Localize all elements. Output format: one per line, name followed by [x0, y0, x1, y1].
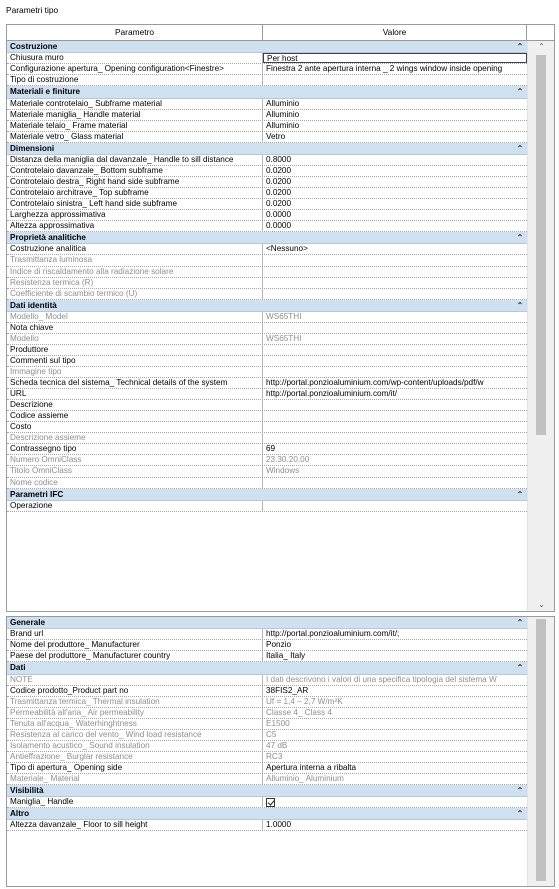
property-value [263, 255, 527, 265]
group-header-dati-identita[interactable] [7, 300, 527, 312]
property-row[interactable] [7, 797, 527, 808]
property-row[interactable] [7, 64, 527, 75]
panel-title: Parametri tipo [6, 5, 59, 15]
property-name: Trasmittanza termica_ Thermal insulation [7, 697, 263, 707]
property-name: Codice prodotto_Product part no [7, 686, 263, 696]
property-value[interactable]: 0.0200 [266, 176, 292, 186]
group-title: Visibilità [10, 785, 44, 795]
property-name: Configurazione apertura_ Opening configuration<Finestre> [7, 64, 263, 74]
property-value[interactable] [263, 501, 527, 511]
property-value: WS65THI [266, 333, 302, 343]
collapse-chevron-icon[interactable]: ⌃ [516, 42, 524, 51]
property-value[interactable]: Per host [263, 53, 527, 63]
property-name: Tipo di apertura_ Opening side [7, 763, 263, 773]
property-value: Alluminio_ Aluminium [266, 773, 344, 783]
property-row[interactable] [7, 255, 527, 266]
property-value[interactable] [263, 356, 527, 366]
bottom-scrollbar-thumb[interactable] [536, 619, 546, 881]
group-title: Costruzione [10, 42, 58, 51]
property-name: Brand url [7, 629, 263, 639]
property-value [263, 478, 527, 488]
property-value [263, 278, 527, 288]
property-value: C5 [266, 729, 277, 739]
collapse-chevron-icon[interactable]: ⌃ [516, 300, 524, 310]
property-row[interactable] [7, 651, 527, 662]
property-value [263, 267, 527, 277]
property-name: Commenti sul tipo [7, 356, 263, 366]
property-name: Descrizione [7, 400, 263, 410]
property-value [263, 433, 527, 443]
property-name: Codice assieme [7, 411, 263, 421]
property-name: Descrizione assieme [7, 433, 263, 443]
top-rows-container [7, 41, 527, 512]
property-name: Permeabilità all'aria_ Air permeability [7, 708, 263, 718]
property-name: Modello_ Model [7, 312, 263, 322]
property-value: 47 dB [266, 740, 288, 750]
property-row[interactable] [7, 334, 527, 345]
group-header-dimensioni[interactable] [7, 143, 527, 155]
property-row[interactable] [7, 278, 527, 289]
property-value[interactable]: 0.0200 [266, 188, 292, 198]
group-header-generale[interactable] [7, 617, 527, 629]
property-value[interactable]: 69 [266, 444, 276, 454]
property-name: Distanza della maniglia dal davanzale_ Handle to sill distance [7, 155, 263, 165]
property-name: Trasmittanza luminosa [7, 255, 263, 265]
property-row[interactable] [7, 312, 527, 323]
property-value[interactable] [263, 323, 527, 333]
property-name: Numero OmniClass [7, 455, 263, 465]
property-row[interactable] [7, 455, 527, 466]
property-value[interactable]: 0.0000 [266, 210, 292, 220]
collapse-chevron-icon[interactable]: ⌃ [516, 87, 524, 97]
scrollbar-thumb[interactable] [536, 55, 546, 435]
property-value[interactable]: 0.8000 [266, 154, 292, 164]
property-name: Altezza davanzale_ Floor to sill height [7, 820, 263, 830]
property-value[interactable] [263, 411, 527, 421]
property-name: Costruzione analitica [7, 244, 263, 254]
property-value[interactable]: Alluminio [266, 98, 300, 108]
property-row[interactable] [7, 400, 527, 411]
property-name: Resistenza al carico del vento_ Wind load resistance [7, 730, 263, 740]
property-row[interactable] [7, 719, 527, 730]
property-row[interactable] [7, 444, 527, 455]
property-name: Modello [7, 334, 263, 344]
property-name: Controtelaio destra_ Right hand side subframe [7, 177, 263, 187]
property-row[interactable] [7, 121, 527, 132]
property-name: Nome del produttore_ Manufacturer [7, 640, 263, 650]
property-row[interactable] [7, 75, 527, 86]
property-value[interactable]: 0.0000 [266, 221, 292, 231]
property-value[interactable]: Alluminio [266, 120, 300, 130]
group-title: Altro [10, 809, 30, 819]
property-name: Nota chiave [7, 323, 263, 333]
property-row[interactable] [7, 730, 527, 741]
property-value: Uf = 1,4 – 2,7 W/m²K [266, 696, 343, 706]
header-scroll-spacer [527, 25, 554, 40]
property-value[interactable]: Vetro [266, 131, 286, 141]
property-row[interactable] [7, 466, 527, 477]
property-row[interactable] [7, 708, 527, 719]
property-value[interactable]: http://portal.ponzioaluminium.com/wp-content/uploads/pdf/w [266, 378, 484, 388]
property-row[interactable] [7, 210, 527, 221]
property-name: Antieffrazione_ Burglar resistance [7, 752, 263, 762]
property-row[interactable] [7, 820, 527, 831]
property-name: Tipo di costruzione [7, 75, 263, 85]
property-row[interactable] [7, 244, 527, 255]
property-name: Tenuta all'acqua_ Waterhinghtness [7, 719, 263, 729]
group-header-proprieta-analitiche[interactable] [7, 232, 527, 244]
instance-parameters-grid [6, 616, 555, 887]
property-row[interactable] [7, 640, 527, 651]
property-name: Produttore [7, 345, 263, 355]
property-name: Larghezza approssimativa [7, 210, 263, 220]
property-name: Resistenza termica (R) [7, 278, 263, 288]
property-row[interactable] [7, 166, 527, 177]
group-title: Dati identità [10, 300, 57, 310]
property-row[interactable] [7, 221, 527, 232]
property-value: E1500 [266, 718, 290, 728]
collapse-chevron-icon[interactable]: ⌃ [516, 489, 524, 499]
property-value: 23.30.20.00 [266, 455, 310, 465]
property-name: Materiale telaio_ Frame material [7, 121, 263, 131]
bottom-rows-container [7, 617, 527, 831]
property-value[interactable]: http://portal.ponzioaluminium.com/it/ [266, 389, 398, 399]
group-header-parametri-ifc[interactable] [7, 489, 527, 501]
property-name: Coefficiente di scambio termico (U) [7, 289, 263, 299]
property-name: Materiale maniglia_ Handle material [7, 110, 263, 120]
collapse-chevron-icon[interactable]: ⌃ [516, 809, 524, 819]
property-name: NOTE [7, 675, 263, 685]
property-name: Controtelaio davanzale_ Bottom subframe [7, 166, 263, 176]
property-name: Nome codice [7, 478, 263, 488]
collapse-chevron-icon[interactable]: ⌃ [516, 785, 524, 795]
property-value[interactable] [263, 75, 527, 85]
column-header-row [7, 25, 554, 41]
property-name: Isolamento acustico_ Sound insulation [7, 741, 263, 751]
property-value: I dati descrivono i valori di una specifica tipologia del sistema W [266, 674, 497, 684]
property-value: Windows [266, 466, 300, 476]
group-header-dati[interactable] [7, 662, 527, 674]
property-name: Chiusura muro [7, 53, 263, 63]
property-row[interactable] [7, 433, 527, 444]
group-title: Generale [10, 618, 46, 627]
property-value: Classe 4_ Class 4 [266, 707, 332, 717]
property-row[interactable] [7, 53, 527, 64]
property-value[interactable]: Finestra 2 ante apertura interna _ 2 wings window inside opening [266, 64, 503, 74]
property-value[interactable] [263, 345, 527, 355]
property-row[interactable] [7, 752, 527, 763]
property-name: Costo [7, 422, 263, 432]
group-header-materiali-e-finiture[interactable] [7, 86, 527, 98]
property-row[interactable] [7, 389, 527, 400]
collapse-chevron-icon[interactable]: ⌃ [516, 143, 524, 153]
property-name: Materiale_ Material [7, 774, 263, 784]
property-row[interactable] [7, 411, 527, 422]
property-row[interactable] [7, 155, 527, 166]
property-name: Controtelaio architrave_ Top subframe [7, 188, 263, 198]
property-row[interactable] [7, 378, 527, 389]
property-name: Controtelaio sinistra_ Left hand side subframe [7, 199, 263, 209]
property-row[interactable] [7, 675, 527, 686]
property-row[interactable] [7, 367, 527, 378]
property-name: Materiale vetro_ Glass material [7, 132, 263, 142]
collapse-chevron-icon[interactable]: ⌃ [516, 618, 524, 627]
property-row[interactable] [7, 763, 527, 774]
property-value [263, 289, 527, 299]
property-row[interactable] [7, 99, 527, 110]
property-row[interactable] [7, 686, 527, 697]
collapse-chevron-icon[interactable]: ⌃ [516, 233, 524, 243]
property-value[interactable]: 1.0000 [266, 820, 292, 830]
property-value [263, 367, 527, 377]
property-value[interactable] [263, 400, 527, 410]
scroll-down-arrow-icon[interactable]: ⌄ [538, 600, 545, 609]
property-value[interactable]: Ponzio [266, 640, 292, 650]
column-header-value[interactable]: Valore [263, 25, 527, 40]
property-row[interactable] [7, 177, 527, 188]
property-row[interactable] [7, 323, 527, 334]
property-name: Paese del produttore_ Manufacturer country [7, 651, 263, 661]
property-row[interactable] [7, 267, 527, 278]
property-name: Maniglia_ Handle [7, 797, 263, 807]
property-value[interactable]: <Nessuno> [266, 244, 308, 254]
property-value[interactable] [263, 422, 527, 432]
property-row[interactable] [7, 132, 527, 143]
group-title: Dimensioni [10, 143, 55, 153]
property-name: URL [7, 389, 263, 399]
property-name: Altezza approssimativa [7, 221, 263, 231]
property-value[interactable]: Alluminio [266, 109, 300, 119]
property-row[interactable] [7, 774, 527, 785]
property-value[interactable]: http://portal.ponzioaluminium.com/it/; [266, 629, 400, 639]
property-name: Contrassegno tipo [7, 444, 263, 454]
column-header-parameter[interactable]: Parametro [7, 25, 263, 40]
group-title: Parametri IFC [10, 489, 64, 499]
property-name: Indice di riscaldamento alla radiazione solare [7, 267, 263, 277]
property-value[interactable]: 38FIS2_AR [266, 685, 309, 695]
property-value[interactable]: Italia_ Italy [266, 651, 306, 661]
group-title: Dati [10, 663, 26, 673]
group-header-visibilita[interactable] [7, 785, 527, 797]
property-row[interactable] [7, 110, 527, 121]
property-value: RC3 [266, 751, 283, 761]
property-row[interactable] [7, 199, 527, 210]
property-row[interactable] [7, 345, 527, 356]
property-name: Immagine tipo [7, 367, 263, 377]
property-row[interactable] [7, 478, 527, 489]
property-name: Titolo OmniClass [7, 466, 263, 476]
group-header-costruzione[interactable] [7, 41, 527, 53]
property-value-cell[interactable] [263, 797, 527, 807]
property-row[interactable] [7, 741, 527, 752]
checkbox-checked-icon[interactable] [266, 798, 275, 807]
property-value: WS65THI [266, 311, 302, 321]
property-row[interactable] [7, 289, 527, 300]
group-header-altro[interactable] [7, 808, 527, 820]
property-name: Scheda tecnica del sistema_ Technical details of the system [7, 378, 263, 388]
group-title: Proprietà analitiche [10, 233, 86, 243]
property-row[interactable] [7, 422, 527, 433]
scroll-up-arrow-icon[interactable]: ⌃ [538, 42, 545, 51]
property-row[interactable] [7, 188, 527, 199]
property-value[interactable]: Apertura interna a ribalta [266, 762, 357, 772]
bottom-scrollbar-track[interactable] [527, 617, 554, 886]
group-title: Materiali e finiture [10, 87, 81, 97]
property-row[interactable] [7, 697, 527, 708]
property-row[interactable] [7, 501, 527, 512]
property-value[interactable]: 0.0200 [266, 165, 292, 175]
property-value[interactable]: 0.0200 [266, 199, 292, 209]
property-row[interactable] [7, 629, 527, 640]
type-parameters-grid [6, 24, 555, 612]
property-row[interactable] [7, 356, 527, 367]
vertical-scrollbar[interactable] [527, 41, 554, 611]
collapse-chevron-icon[interactable]: ⌃ [516, 663, 524, 673]
property-name: Operazione [7, 501, 263, 511]
property-name: Materiale controtelaio_ Subframe material [7, 99, 263, 109]
